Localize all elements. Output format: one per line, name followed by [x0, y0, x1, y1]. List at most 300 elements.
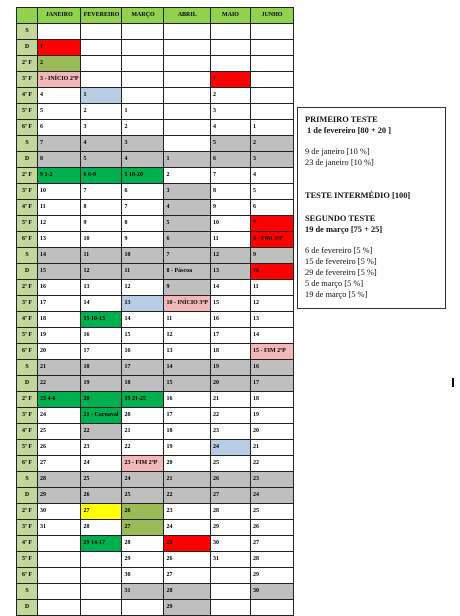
month-header: MARÇO	[122, 8, 164, 24]
day-cell: 6	[250, 200, 293, 216]
day-cell	[164, 136, 210, 152]
day-cell: 16	[38, 280, 81, 296]
day-cell: 13	[164, 344, 210, 360]
day-cell: 5	[81, 152, 122, 168]
day-cell: 14	[38, 248, 81, 264]
day-cell: 5	[164, 216, 210, 232]
day-cell: 28	[164, 584, 210, 600]
weekday-label: S	[17, 136, 38, 152]
weekday-label: 3ª F	[17, 184, 38, 200]
day-cell: 11	[250, 280, 293, 296]
day-cell	[81, 552, 122, 568]
day-cell: 28	[122, 536, 164, 552]
tests-info-panel	[297, 107, 446, 309]
day-cell: 13	[210, 264, 250, 280]
weekday-label: 5ª F	[17, 328, 38, 344]
weekday-label: D	[17, 600, 38, 616]
day-cell: 29	[250, 568, 293, 584]
calendar-row	[17, 600, 294, 616]
calendar-row	[17, 584, 294, 600]
day-cell: 30	[122, 568, 164, 584]
day-cell: 19	[164, 440, 210, 456]
day-cell	[164, 72, 210, 88]
calendar-row	[17, 72, 294, 88]
school-calendar-table	[16, 7, 294, 616]
day-cell: 13	[38, 232, 81, 248]
weekday-label: 2ª F	[17, 168, 38, 184]
day-cell: 26	[122, 504, 164, 520]
day-cell: 12	[81, 264, 122, 280]
day-cell: 8 - FIM 3ºP	[250, 232, 293, 248]
day-cell: 23 - FIM 2ºP	[122, 456, 164, 472]
day-cell	[81, 584, 122, 600]
month-header: ABRIL	[164, 8, 210, 24]
day-cell	[210, 600, 250, 616]
day-cell: 31	[210, 552, 250, 568]
day-cell	[81, 40, 122, 56]
day-cell	[122, 56, 164, 72]
day-cell: 29	[164, 600, 210, 616]
calendar-row	[17, 424, 294, 440]
day-cell: 27	[81, 504, 122, 520]
day-cell: 1	[250, 120, 293, 136]
month-header: JANEIRO	[38, 8, 81, 24]
weekday-label: D	[17, 264, 38, 280]
calendar-row	[17, 536, 294, 552]
calendar-row	[17, 24, 294, 40]
day-cell: 13	[122, 296, 164, 312]
day-cell: 28	[38, 472, 81, 488]
month-header-row	[17, 8, 294, 24]
calendar-row	[17, 344, 294, 360]
day-cell: 13	[81, 280, 122, 296]
calendar-row	[17, 232, 294, 248]
day-cell: 19 21-25	[122, 392, 164, 408]
day-cell: 2	[250, 136, 293, 152]
second-test-item: 19 de março [5 %]	[305, 290, 368, 299]
day-cell	[164, 56, 210, 72]
day-cell: 29 14-17	[81, 536, 122, 552]
day-cell: 22	[164, 488, 210, 504]
weekday-label: 4ª F	[17, 200, 38, 216]
day-cell: 26	[81, 488, 122, 504]
day-cell: 9	[210, 200, 250, 216]
weekday-label: 5ª F	[17, 552, 38, 568]
day-cell: 23	[250, 472, 293, 488]
day-cell: 3	[122, 136, 164, 152]
day-cell: 1	[81, 88, 122, 104]
day-cell: 28	[210, 504, 250, 520]
day-cell: 10	[122, 248, 164, 264]
weekday-label: 4ª F	[17, 88, 38, 104]
weekday-label: S	[17, 584, 38, 600]
day-cell: 19	[210, 360, 250, 376]
weekday-label: 6ª F	[17, 232, 38, 248]
calendar-row	[17, 328, 294, 344]
day-cell: 5 18-20	[122, 168, 164, 184]
day-cell: 8	[38, 152, 81, 168]
day-cell: 3	[250, 152, 293, 168]
day-cell	[38, 536, 81, 552]
day-cell: 16	[81, 328, 122, 344]
day-cell	[250, 88, 293, 104]
day-cell	[38, 568, 81, 584]
day-cell: 7	[210, 168, 250, 184]
weekday-label: D	[17, 488, 38, 504]
weekday-label: 2ª F	[17, 280, 38, 296]
day-cell: 2	[164, 168, 210, 184]
calendar-row	[17, 280, 294, 296]
calendar-row	[17, 296, 294, 312]
day-cell: 18	[122, 376, 164, 392]
day-cell: 19	[81, 376, 122, 392]
calendar-row	[17, 408, 294, 424]
day-cell: 21 - Carnaval	[81, 408, 122, 424]
day-cell: 9	[164, 280, 210, 296]
calendar-row	[17, 88, 294, 104]
day-cell: 30	[38, 504, 81, 520]
day-cell: 31	[38, 520, 81, 536]
day-cell: 14	[250, 328, 293, 344]
weekday-label: 3ª F	[17, 520, 38, 536]
day-cell: 3 - INÍCIO 2ºP	[38, 72, 81, 88]
day-cell: 11	[38, 200, 81, 216]
calendar-row	[17, 488, 294, 504]
day-cell	[122, 40, 164, 56]
day-cell: 22	[250, 456, 293, 472]
day-cell: 4	[250, 168, 293, 184]
day-cell: 25	[81, 472, 122, 488]
calendar-row	[17, 152, 294, 168]
day-cell: 7	[164, 248, 210, 264]
day-cell: 22	[122, 440, 164, 456]
day-cell: 1	[38, 40, 81, 56]
calendar-row	[17, 568, 294, 584]
day-cell	[122, 72, 164, 88]
day-cell: 15	[210, 296, 250, 312]
intermediate-test: TESTE INTERMÉDIO [100]	[305, 191, 411, 200]
day-cell: 22	[210, 408, 250, 424]
day-cell: 24	[122, 472, 164, 488]
day-cell: 11	[164, 312, 210, 328]
day-cell	[250, 104, 293, 120]
day-cell: 1	[122, 104, 164, 120]
calendar-row	[17, 440, 294, 456]
weekday-label: 3ª F	[17, 72, 38, 88]
day-cell: 12	[250, 296, 293, 312]
day-cell: 21	[164, 472, 210, 488]
day-cell: 15	[38, 264, 81, 280]
day-cell: 11	[122, 264, 164, 280]
second-test-item: 15 de fevereiro [5 %]	[305, 257, 377, 266]
weekday-label: 2ª F	[17, 392, 38, 408]
day-cell: 23	[164, 504, 210, 520]
day-cell	[250, 600, 293, 616]
weekday-label: 6ª F	[17, 568, 38, 584]
weekday-label: S	[17, 360, 38, 376]
weekday-label: 2ª F	[17, 504, 38, 520]
day-cell: 18	[38, 312, 81, 328]
calendar-row	[17, 104, 294, 120]
day-cell: 14	[164, 360, 210, 376]
day-cell: 23	[81, 440, 122, 456]
day-cell	[210, 24, 250, 40]
day-cell	[164, 120, 210, 136]
weekday-label: 5ª F	[17, 216, 38, 232]
day-cell: 1	[164, 152, 210, 168]
month-header: FEVEREIRO	[81, 8, 122, 24]
day-cell: 4	[81, 136, 122, 152]
day-cell	[38, 600, 81, 616]
day-cell: 10	[38, 184, 81, 200]
day-cell: 25	[38, 424, 81, 440]
calendar-row	[17, 472, 294, 488]
calendar-row	[17, 120, 294, 136]
calendar-row	[17, 504, 294, 520]
day-cell: 17	[38, 296, 81, 312]
day-cell: 16	[210, 312, 250, 328]
calendar-row	[17, 456, 294, 472]
day-cell: 13	[250, 312, 293, 328]
day-cell: 8	[81, 200, 122, 216]
day-cell: 21	[122, 424, 164, 440]
second-test-item: 5 de março [5 %]	[305, 279, 364, 288]
day-cell: 15 10-13	[81, 312, 122, 328]
weekday-label: 6ª F	[17, 456, 38, 472]
day-cell: 29	[122, 552, 164, 568]
day-cell: 16	[250, 360, 293, 376]
day-cell: 24	[250, 488, 293, 504]
day-cell: 21	[210, 392, 250, 408]
day-cell	[81, 56, 122, 72]
day-cell: 15	[122, 328, 164, 344]
day-cell: 3	[81, 120, 122, 136]
day-cell: 6 6-9	[81, 168, 122, 184]
day-cell: 7	[250, 216, 293, 232]
header-corner	[17, 8, 38, 24]
day-cell: 12	[122, 280, 164, 296]
day-cell: 17	[250, 376, 293, 392]
day-cell: 27	[210, 488, 250, 504]
day-cell	[122, 24, 164, 40]
day-cell: 24	[38, 408, 81, 424]
day-cell: 30	[250, 584, 293, 600]
day-cell: 24	[81, 456, 122, 472]
calendar-row	[17, 264, 294, 280]
day-cell: 1	[210, 72, 250, 88]
first-test-date: 1 de fevereiro [80 + 20 ]	[307, 126, 391, 135]
day-cell: 31	[122, 584, 164, 600]
first-test-item: 23 de janeiro [10 %]	[305, 158, 374, 167]
day-cell: 10	[210, 216, 250, 232]
day-cell: 21	[38, 360, 81, 376]
day-cell: 17	[210, 328, 250, 344]
day-cell: 17	[122, 360, 164, 376]
day-cell	[164, 24, 210, 40]
day-cell: 10 - INÍCIO 3ºP	[164, 296, 210, 312]
day-cell	[81, 72, 122, 88]
day-cell: 22	[81, 424, 122, 440]
weekday-label: S	[17, 248, 38, 264]
day-cell	[38, 24, 81, 40]
day-cell: 20	[81, 392, 122, 408]
day-cell: 26	[210, 472, 250, 488]
day-cell	[122, 600, 164, 616]
day-cell	[38, 584, 81, 600]
month-header: JUNHO	[250, 8, 293, 24]
day-cell: 2	[38, 56, 81, 72]
day-cell: 25	[122, 488, 164, 504]
weekday-label: 5ª F	[17, 104, 38, 120]
day-cell: 20	[210, 376, 250, 392]
day-cell: 26	[250, 520, 293, 536]
day-cell	[250, 56, 293, 72]
day-cell: 7	[38, 136, 81, 152]
day-cell: 3	[164, 184, 210, 200]
day-cell	[38, 552, 81, 568]
day-cell: 18	[250, 392, 293, 408]
calendar-row	[17, 520, 294, 536]
day-cell: 10	[81, 232, 122, 248]
day-cell: 10	[250, 264, 293, 280]
day-cell	[164, 88, 210, 104]
day-cell: 24	[210, 440, 250, 456]
day-cell: 8	[122, 216, 164, 232]
calendar-row	[17, 360, 294, 376]
day-cell	[210, 40, 250, 56]
day-cell: 7	[122, 200, 164, 216]
day-cell: 12	[164, 328, 210, 344]
day-cell: 25	[250, 504, 293, 520]
day-cell: 23 4-6	[38, 392, 81, 408]
weekday-label: 3ª F	[17, 296, 38, 312]
day-cell	[81, 600, 122, 616]
day-cell	[250, 40, 293, 56]
day-cell: 6	[38, 120, 81, 136]
day-cell: 30	[210, 536, 250, 552]
day-cell: 8 - Páscoa	[164, 264, 210, 280]
day-cell: 18	[164, 424, 210, 440]
day-cell	[164, 40, 210, 56]
day-cell: 2	[81, 104, 122, 120]
day-cell: 20	[122, 408, 164, 424]
second-test-title: SEGUNDO TESTE	[305, 214, 376, 223]
day-cell: 5	[38, 104, 81, 120]
day-cell: 16	[164, 392, 210, 408]
calendar-row	[17, 552, 294, 568]
day-cell: 20	[38, 344, 81, 360]
weekday-label: S	[17, 24, 38, 40]
second-test-item: 29 de fevereiro [5 %]	[305, 268, 377, 277]
day-cell: 9	[122, 232, 164, 248]
month-header: MAIO	[210, 8, 250, 24]
day-cell: 18	[81, 360, 122, 376]
day-cell	[122, 88, 164, 104]
day-cell	[210, 56, 250, 72]
calendar-row	[17, 40, 294, 56]
day-cell: 6	[210, 152, 250, 168]
weekday-label: 2ª F	[17, 56, 38, 72]
weekday-label: 6ª F	[17, 344, 38, 360]
weekday-label: D	[17, 152, 38, 168]
day-cell: 6	[164, 232, 210, 248]
weekday-label: 4ª F	[17, 424, 38, 440]
weekday-label: 6ª F	[17, 120, 38, 136]
day-cell: 4	[122, 152, 164, 168]
day-cell: 17	[164, 408, 210, 424]
day-cell: 25	[210, 456, 250, 472]
calendar-row	[17, 248, 294, 264]
text-cursor	[452, 378, 454, 387]
calendar-row	[17, 184, 294, 200]
calendar-row	[17, 200, 294, 216]
day-cell: 27	[164, 568, 210, 584]
day-cell	[210, 568, 250, 584]
day-cell: 14	[210, 280, 250, 296]
day-cell	[250, 72, 293, 88]
day-cell: 8	[210, 184, 250, 200]
day-cell: 15	[164, 376, 210, 392]
day-cell: 27	[122, 520, 164, 536]
day-cell: 20	[164, 456, 210, 472]
day-cell: 11	[81, 248, 122, 264]
first-test-title: PRIMEIRO TESTE	[305, 115, 378, 124]
day-cell: 2	[122, 120, 164, 136]
day-cell: 12	[38, 216, 81, 232]
day-cell: 4	[38, 88, 81, 104]
day-cell: 24	[164, 520, 210, 536]
day-cell: 26	[38, 440, 81, 456]
second-test-item: 6 de fevereiro [5 %]	[305, 246, 373, 255]
day-cell: 14	[122, 312, 164, 328]
day-cell: 27	[250, 536, 293, 552]
day-cell: 29	[38, 488, 81, 504]
day-cell: 29	[210, 520, 250, 536]
calendar-row	[17, 216, 294, 232]
day-cell: 6	[122, 184, 164, 200]
day-cell: 4	[210, 120, 250, 136]
day-cell: 11	[210, 232, 250, 248]
day-cell: 17	[81, 344, 122, 360]
calendar-row	[17, 376, 294, 392]
day-cell: 19	[38, 328, 81, 344]
day-cell: 3	[210, 104, 250, 120]
weekday-label: D	[17, 40, 38, 56]
calendar-row	[17, 168, 294, 184]
day-cell: 16	[122, 344, 164, 360]
weekday-label: 5ª F	[17, 440, 38, 456]
day-cell: 7	[81, 184, 122, 200]
day-cell: 14	[81, 296, 122, 312]
day-cell: 5	[250, 184, 293, 200]
day-cell: 27	[38, 456, 81, 472]
calendar-row	[17, 136, 294, 152]
day-cell: 5	[210, 136, 250, 152]
day-cell	[210, 584, 250, 600]
day-cell: 22	[38, 376, 81, 392]
day-cell: 19	[250, 408, 293, 424]
first-test-item: 9 de janeiro [10 %]	[305, 147, 370, 156]
day-cell: 15 - FIM 2ºP	[250, 344, 293, 360]
day-cell	[81, 568, 122, 584]
day-cell: 9 1-2	[38, 168, 81, 184]
second-test-date: 19 de março [75 + 25]	[305, 225, 383, 234]
calendar-row	[17, 392, 294, 408]
weekday-label: S	[17, 472, 38, 488]
day-cell	[81, 24, 122, 40]
day-cell: 23	[210, 424, 250, 440]
day-cell: 18	[210, 344, 250, 360]
